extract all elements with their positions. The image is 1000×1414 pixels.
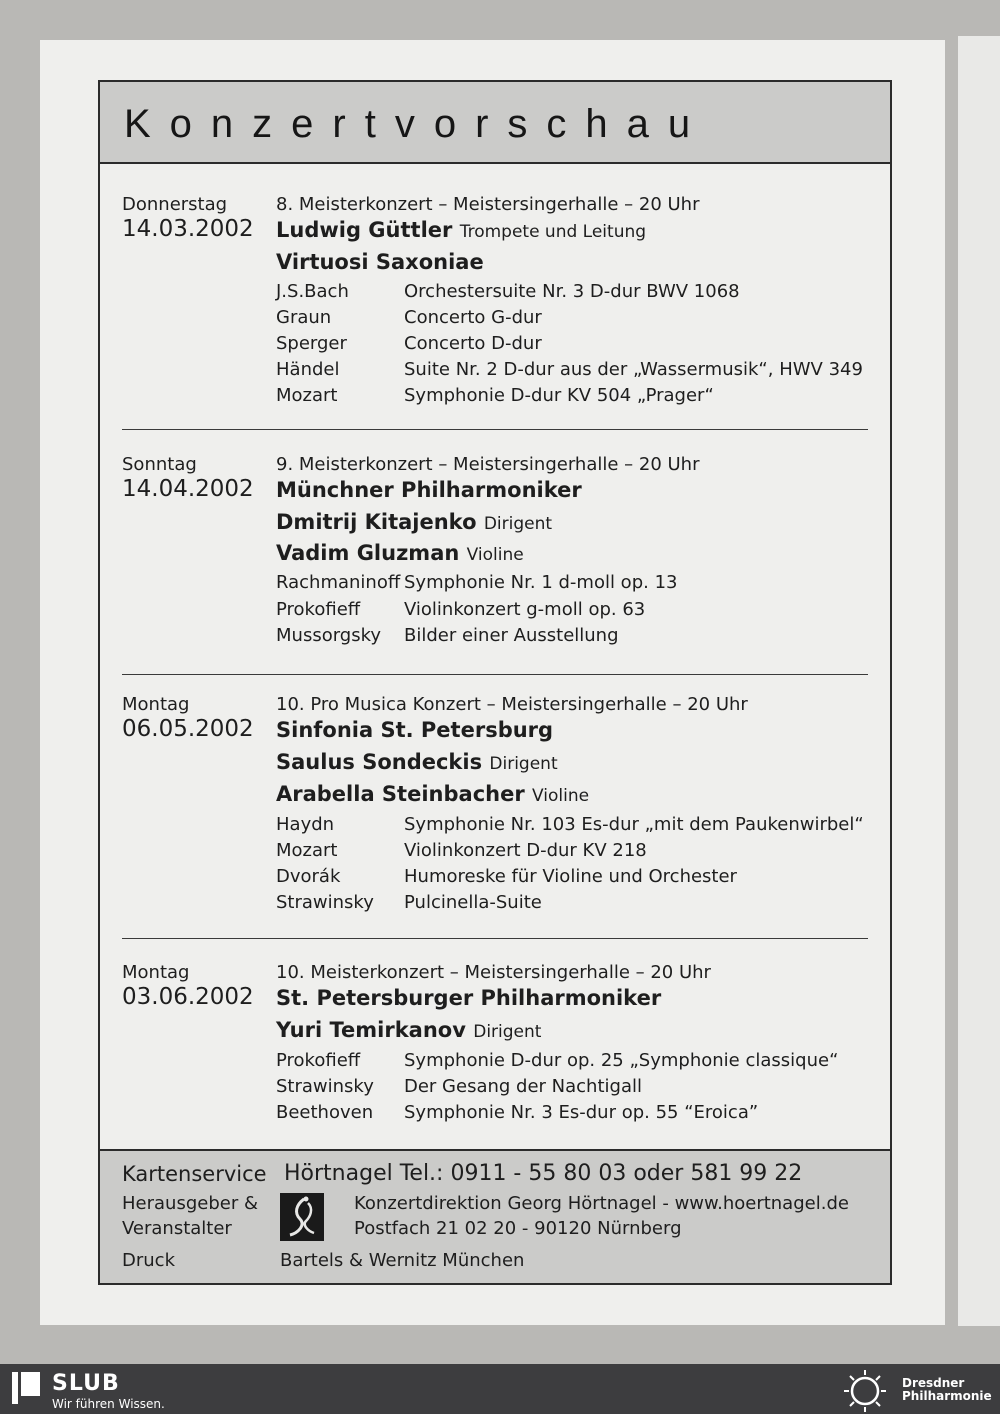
performer: Saulus Sondeckis Dirigent — [276, 750, 558, 774]
work: Humoreske für Violine und Orchester — [404, 866, 737, 887]
concert-entry — [100, 194, 890, 434]
veranstalter-label: Veranstalter — [122, 1218, 232, 1239]
adjacent-page-edge — [958, 36, 1000, 1326]
viewer-bottom-bar — [0, 1364, 1000, 1414]
kartenservice-label: Kartenservice — [122, 1162, 267, 1186]
composer: J.S.Bach — [276, 281, 349, 302]
concert-preview-frame — [98, 80, 892, 1285]
hoertnagel-logo-icon — [280, 1193, 324, 1241]
concert-day: Montag — [122, 962, 190, 983]
concert-entry — [100, 454, 890, 674]
composer: Mozart — [276, 385, 338, 406]
work: Symphonie Nr. 1 d-moll op. 13 — [404, 572, 678, 593]
work: Der Gesang der Nachtigall — [404, 1076, 642, 1097]
composer: Händel — [276, 359, 340, 380]
work: Violinkonzert D-dur KV 218 — [404, 840, 647, 861]
performer: Münchner Philharmoniker — [276, 478, 582, 502]
page-title: Konzertvorschau — [124, 102, 710, 146]
composer: Sperger — [276, 333, 347, 354]
composer: Strawinsky — [276, 1076, 374, 1097]
publisher-line-1: Konzertdirektion Georg Hörtnagel - www.hoertnagel.de — [354, 1193, 849, 1214]
header-bar — [100, 82, 890, 164]
druck-text: Bartels & Wernitz München — [280, 1250, 525, 1271]
performer: Virtuosi Saxoniae — [276, 250, 484, 274]
concert-day: Donnerstag — [122, 194, 228, 215]
footer-box — [100, 1149, 890, 1283]
herausgeber-label: Herausgeber & — [122, 1193, 258, 1214]
composer: Prokofieff — [276, 599, 361, 620]
slub-name: SLUB — [52, 1371, 120, 1396]
concert-entry — [100, 962, 890, 1162]
work: Concerto D-dur — [404, 333, 542, 354]
work: Bilder einer Ausstellung — [404, 625, 619, 646]
concert-series: 9. Meisterkonzert – Meistersingerhalle – 20 Uhr — [276, 454, 700, 475]
composer: Haydn — [276, 814, 335, 835]
composer: Beethoven — [276, 1102, 374, 1123]
work: Orchestersuite Nr. 3 D-dur BWV 1068 — [404, 281, 740, 302]
composer: Prokofieff — [276, 1050, 361, 1071]
divider — [122, 674, 868, 675]
concert-series: 10. Meisterkonzert – Meistersingerhalle – 20 Uhr — [276, 962, 711, 983]
performer: Ludwig Güttler Trompete und Leitung — [276, 218, 647, 242]
concert-date: 14.04.2002 — [122, 476, 254, 502]
work: Suite Nr. 2 D-dur aus der „Wassermusik“, HWV 349 — [404, 359, 863, 380]
concert-day: Montag — [122, 694, 190, 715]
composer: Dvorák — [276, 866, 341, 887]
work: Concerto G-dur — [404, 307, 542, 328]
concert-series: 10. Pro Musica Konzert – Meistersingerhalle – 20 Uhr — [276, 694, 748, 715]
work: Symphonie D-dur KV 504 „Prager“ — [404, 385, 714, 406]
publisher-line-2: Postfach 21 02 20 - 90120 Nürnberg — [354, 1218, 682, 1239]
performer: Yuri Temirkanov Dirigent — [276, 1018, 542, 1042]
performer: St. Petersburger Philharmoniker — [276, 986, 662, 1010]
concert-day: Sonntag — [122, 454, 197, 475]
performer: Sinfonia St. Petersburg — [276, 718, 554, 742]
druck-label: Druck — [122, 1250, 175, 1271]
work: Violinkonzert g-moll op. 63 — [404, 599, 646, 620]
dresdner-philharmonie-label: Dresdner Philharmonie — [902, 1376, 992, 1403]
slub-logo-icon — [12, 1372, 40, 1404]
composer: Rachmaninoff — [276, 572, 401, 593]
concert-date: 14.03.2002 — [122, 216, 254, 242]
performer: Dmitrij Kitajenko Dirigent — [276, 510, 553, 534]
dresdner-philharmonie-logo-icon — [842, 1368, 888, 1414]
concert-date: 06.05.2002 — [122, 716, 254, 742]
composer: Mozart — [276, 840, 338, 861]
composer: Graun — [276, 307, 332, 328]
slub-tagline: Wir führen Wissen. — [52, 1397, 165, 1411]
composer: Mussorgsky — [276, 625, 382, 646]
divider — [122, 938, 868, 939]
concert-series: 8. Meisterkonzert – Meistersingerhalle – 20 Uhr — [276, 194, 700, 215]
work: Symphonie Nr. 3 Es-dur op. 55 “Eroica” — [404, 1102, 759, 1123]
concert-date: 03.06.2002 — [122, 984, 254, 1010]
concert-entry — [100, 694, 890, 934]
work: Symphonie D-dur op. 25 „Symphonie classique“ — [404, 1050, 839, 1071]
composer: Strawinsky — [276, 892, 374, 913]
performer: Vadim Gluzman Violine — [276, 541, 524, 565]
divider — [122, 429, 868, 430]
performer: Arabella Steinbacher Violine — [276, 782, 590, 806]
work: Symphonie Nr. 103 Es-dur „mit dem Paukenwirbel“ — [404, 814, 864, 835]
work: Pulcinella-Suite — [404, 892, 542, 913]
kartenservice-text: Hörtnagel Tel.: 0911 - 55 80 03 oder 581 99 22 — [284, 1161, 803, 1186]
